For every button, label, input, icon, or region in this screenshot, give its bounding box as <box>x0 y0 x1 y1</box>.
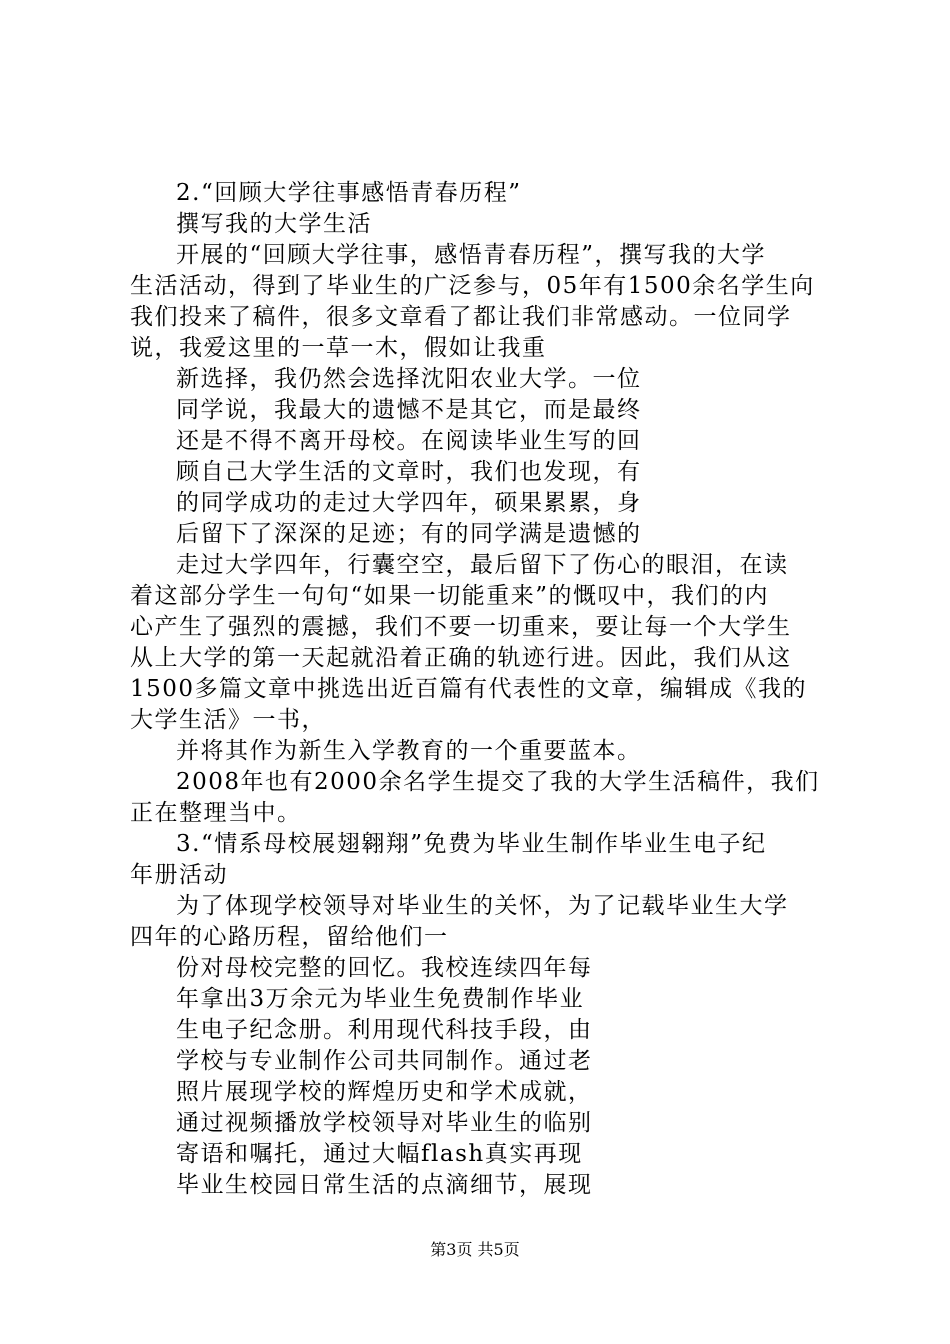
text-line: 年册活动 <box>130 862 228 888</box>
text-line: 并将其作为新生入学教育的一个重要蓝本。 <box>176 738 642 764</box>
text-line: 四年的心路历程，留给他们一 <box>130 924 449 950</box>
heading-3: 3.“情系母校展翅翱翔”免费为毕业生制作毕业生电子纪 <box>176 831 767 857</box>
text-line: 说，我爱这里的一草一木，假如让我重 <box>130 335 547 361</box>
text-line: 顾自己大学生活的文章时，我们也发现，有 <box>176 459 642 485</box>
text-line: 从上大学的第一天起就沿着正确的轨迹行进。因此，我们从这 <box>130 645 792 671</box>
text-line: 份对母校完整的回忆。我校连续四年每 <box>176 955 593 981</box>
text-line: 我们投来了稿件，很多文章看了都让我们非常感动。一位同学 <box>130 304 792 330</box>
text-line: 着这部分学生一句句“如果一切能重来”的慨叹中，我们的内 <box>130 583 770 609</box>
text-line: 走过大学四年，行囊空空，最后留下了伤心的眼泪，在读 <box>176 552 789 578</box>
text-line: 通过视频播放学校领导对毕业生的临别 <box>176 1110 593 1136</box>
text-line: 2008年也有2000余名学生提交了我的大学生活稿件，我们 <box>176 769 820 795</box>
text-line: 生活活动，得到了毕业生的广泛参与，05年有1500余名学生向 <box>130 273 815 299</box>
heading-2: 2.“回顾大学往事感悟青春历程” <box>176 180 522 206</box>
text-line: 大学生活》一书， <box>130 707 326 733</box>
text-line: 寄语和嘱托，通过大幅flash真实再现 <box>176 1141 583 1167</box>
page-number-footer: 第3页 共5页 <box>430 1240 520 1259</box>
text-line: 还是不得不离开母校。在阅读毕业生写的回 <box>176 428 642 454</box>
text-line: 正在整理当中。 <box>130 800 302 826</box>
text-line: 毕业生校园日常生活的点滴细节，展现 <box>176 1172 593 1198</box>
text-line: 生电子纪念册。利用现代科技手段，由 <box>176 1017 593 1043</box>
text-line: 学校与专业制作公司共同制作。通过老 <box>176 1048 593 1074</box>
text-line: 撰写我的大学生活 <box>176 211 372 237</box>
text-line: 新选择，我仍然会选择沈阳农业大学。一位 <box>176 366 642 392</box>
text-line: 1500多篇文章中挑选出近百篇有代表性的文章，编辑成《我的 <box>130 676 808 702</box>
text-line: 照片展现学校的辉煌历史和学术成就， <box>176 1079 593 1105</box>
text-line: 后留下了深深的足迹；有的同学满是遗憾的 <box>176 521 642 547</box>
text-line: 心产生了强烈的震撼，我们不要一切重来，要让每一个大学生 <box>130 614 792 640</box>
text-line: 为了体现学校领导对毕业生的关怀，为了记载毕业生大学 <box>176 893 789 919</box>
text-line: 同学说，我最大的遗憾不是其它，而是最终 <box>176 397 642 423</box>
text-line: 年拿出3万余元为毕业生免费制作毕业 <box>176 986 585 1012</box>
text-line: 的同学成功的走过大学四年，硕果累累，身 <box>176 490 642 516</box>
text-line: 开展的“回顾大学往事，感悟青春历程”，撰写我的大学 <box>176 242 767 268</box>
